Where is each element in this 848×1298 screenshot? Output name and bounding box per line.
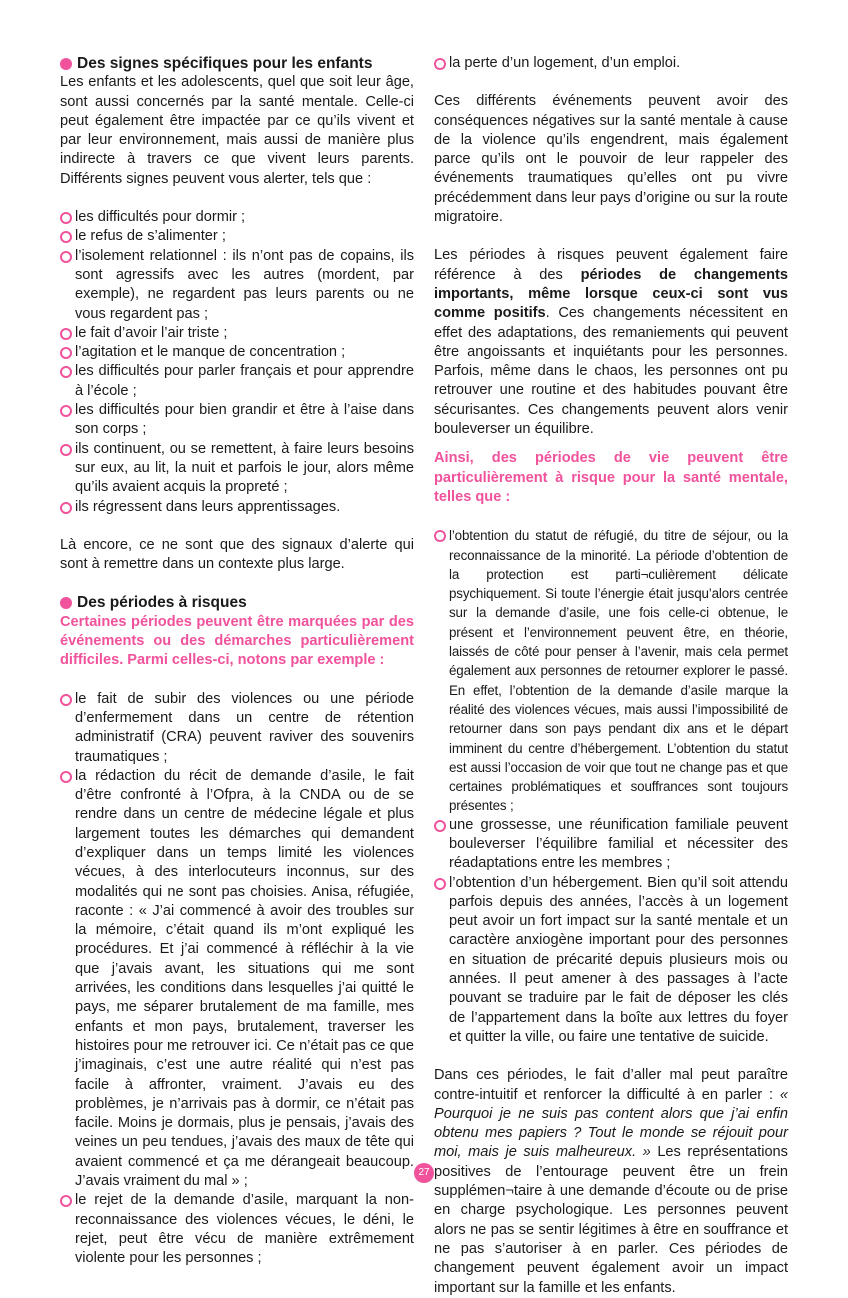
risk-events-list <box>60 690 414 1269</box>
continued-list <box>434 54 788 73</box>
ring-bullet-icon <box>60 771 72 783</box>
ring-bullet-icon <box>60 231 72 243</box>
signs-list <box>60 208 414 517</box>
ring-bullet-icon <box>60 212 72 224</box>
list-item: ils continuent, ou se remettent, à faire leurs besoins sur eux, au lit, la nuit et parfois le jour, alors même qu’ils avaient acquis la propreté ; <box>60 440 414 498</box>
ring-bullet-icon <box>60 328 72 340</box>
ring-bullet-icon <box>60 347 72 359</box>
ring-bullet-icon <box>434 878 446 890</box>
right-column <box>434 54 788 1298</box>
ring-bullet-icon <box>60 1195 72 1207</box>
ring-bullet-icon <box>60 694 72 706</box>
ring-bullet-icon <box>434 530 446 542</box>
page-number-badge: 27 <box>414 1163 434 1183</box>
ring-bullet-icon <box>60 502 72 514</box>
quote: « Pourquoi je ne suis pas content alors que j’ai enfin obtenu mes papiers ? Tout le monde se réjouit pour moi, mais je suis malheureux. » <box>434 1086 788 1161</box>
highlight-intro: Ainsi, des périodes de vie peuvent être particulièrement à risque pour la santé mentale, telles que : <box>434 450 788 505</box>
list-item: une grossesse, une réunification familiale peuvent bouleverser l’équilibre familial et nécessiter des réadaptations entre les membres ; <box>434 816 788 874</box>
list-item: l’isolement relationnel : ils n’ont pas de copains, ils sont agressifs avec les autres (mordent, par exemple), ne regardent pas leurs parents ou ne vous regardent pas ; <box>60 247 414 324</box>
ring-bullet-icon <box>60 405 72 417</box>
life-periods-list <box>434 526 788 1047</box>
paragraph: Dans ces périodes, le fait d’aller mal peut paraître contre-intuitif et renforcer la difficulté à en parler : « Pourquoi je ne suis pas content alors que j’ai enfin obtenu mes papiers ? Tout le monde se réjouit pour moi, mais je suis malheureux. » Les représentations positives de l’entourage peuvent être un frein supplémen¬taire à une demande d’écoute ou de prise en charge psychologique. Les personnes peuvent alors ne pas se sentir légitimes à être en souffrance et ne pas s’autoriser à en parler. Ces périodes de changement peuvent également avoir un impact important sur la famille et les enfants. <box>434 1067 788 1296</box>
highlight-intro: Certaines périodes peuvent être marquées par des événements ou des démarches particulièrement difficiles. Parmi celles-ci, notons par exemple : <box>60 613 414 669</box>
paragraph: Les enfants et les adolescents, quel que soit leur âge, sont aussi concernés par la santé mentale. Celle-ci peut également être impactée par ce qu’ils vivent et par leur environnement, mais aussi de manière plus indirecte à travers ce que vivent leurs parents. Différents signes peuvent vous alerter, tels que : <box>60 74 414 187</box>
list-item: l’agitation et le manque de concentration ; <box>60 343 414 362</box>
list-item: l’obtention du statut de réfugié, du titre de séjour, ou la reconnaissance de la minorité. La période d’obtention de la protection est parti¬culièrement délicate psychiquement. Si toute l’énergie était jusqu’alors centrée sur la demande d’asile, une fois celle-ci obtenue, le présent et l’environnement peuvent être, en théorie, laissés de côté pour penser à l’avenir, mais cela permet également aux personnes de retourner explorer le passé. En effet, l’obtention de la demande d’asile marque la réalité des violences vécues, mais aussi l’impossibilité de retourner dans son pays pendant dix ans et le départ imminent du centre d’hébergement. L’obtention du statut est aussi l’occasion de voir que tout ne change pas et que certaines problématiques et souffrances sont toujours présentes ; <box>434 526 788 815</box>
bullet-dot-icon <box>60 597 72 609</box>
ring-bullet-icon <box>434 820 446 832</box>
section-heading-text: Des périodes à risques <box>77 594 247 612</box>
list-item: ils régressent dans leurs apprentissages. <box>60 498 414 517</box>
list-item: le rejet de la demande d’asile, marquant la non-reconnaissance des violences vécues, le déni, le rejet, peut être vécu de manière extrêmement violente pour les personnes ; <box>60 1191 414 1268</box>
ring-bullet-icon <box>60 251 72 263</box>
list-item: le fait de subir des violences ou une période d’enfermement dans un centre de rétention administratif (CRA) peuvent raviver des souvenirs traumatiques ; <box>60 690 414 767</box>
list-item: les difficultés pour bien grandir et être à l’aise dans son corps ; <box>60 401 414 440</box>
ring-bullet-icon <box>60 444 72 456</box>
list-item: le fait d’avoir l’air triste ; <box>60 324 414 343</box>
list-item: les difficultés pour parler français et pour apprendre à l’école ; <box>60 362 414 401</box>
section-heading-children <box>60 54 414 73</box>
paragraph: Là encore, ce ne sont que des signaux d’alerte qui sont à remettre dans un contexte plus large. <box>60 536 414 573</box>
list-item: l’obtention d’un hébergement. Bien qu’il soit attendu parfois depuis des années, l’accès à un logement peut avoir un fort impact sur la santé mentale et un caractère anxiogène important pour des personnes en situation de précarité depuis plusieurs mois ou années. Il peut amener à des passages à l’acte pouvant se traduire par le fait de déposer les clés de l’appartement dans la boîte aux lettres du foyer et quitter la ville, ou faire une tentative de suicide. <box>434 874 788 1048</box>
bullet-dot-icon <box>60 58 72 70</box>
ring-bullet-icon <box>60 366 72 378</box>
left-column <box>60 54 414 1269</box>
ring-bullet-icon <box>434 58 446 70</box>
paragraph: Ces différents événements peuvent avoir des conséquences négatives sur la santé mentale à cause de la violence qu’ils engendrent, mais également parce qu’ils ont le pouvoir de leur rappeler des événements traumatiques qu’elles ont pu vivre précédemment dans leur pays d’origine ou sur la route migratoire. <box>434 93 788 226</box>
section-heading-text: Des signes spécifiques pour les enfants <box>77 55 373 72</box>
list-item: la rédaction du récit de demande d’asile, le fait d’être confronté à l’Ofpra, à la CNDA ou de se rendre dans un centre de médecine légale et plus largement toutes les démarches qui demandent d’expliquer dans un temps limité les violences vécues, à des interlocuteurs inconnus, sur des modalités qui ne sont pas choisies. Anisa, réfugiée, raconte : « J’ai commencé à avoir des troubles sur la mémoire, c’était quand ils m’ont expliqué les procédures. Et j’ai commencé à réfléchir à la vie que j’avais avant, les situations qui me sont arrivées, les conditions dans lesquelles j’ai quitté le pays, me séparer brutalement de ma famille, mes enfants et mon pays, brutalement, traverser les histoires pour me retrouver ici. Ce n’était pas ce que j’imaginais, c’est une autre réalité qui n’est pas facile à affronter, vraiment. J’avais eu des problèmes, je n’arrivais pas à dormir, ce n’était pas facile. Moins je dormais, plus je pensais, j’avais des veines un peu tendues, j’avais des maux de tête qui avaient commencé et ça me dérangeait beaucoup. J’avais vraiment du mal » ; <box>60 767 414 1192</box>
list-item: la perte d’un logement, d’un emploi. <box>434 54 788 73</box>
bold-emphasis: périodes de changements importants, même lorsque ceux-ci sont vus comme positifs <box>434 266 788 322</box>
list-item: les difficultés pour dormir ; <box>60 208 414 227</box>
paragraph: Les périodes à risques peuvent également faire référence à des périodes de changements importants, même lorsque ceux-ci sont vus comme positifs. Ces changements nécessitent en effet des adaptations, des remaniements qui peuvent être angoissants et inquiétants pour les personnes. Parfois, même dans le chaos, les personnes ont pu retrouver une routine et des habitudes pouvant être sécurisantes. Ces changements peuvent alors venir bouleverser un équilibre. <box>434 247 788 438</box>
list-item: le refus de s’alimenter ; <box>60 227 414 246</box>
section-heading-risk-periods <box>60 593 414 612</box>
